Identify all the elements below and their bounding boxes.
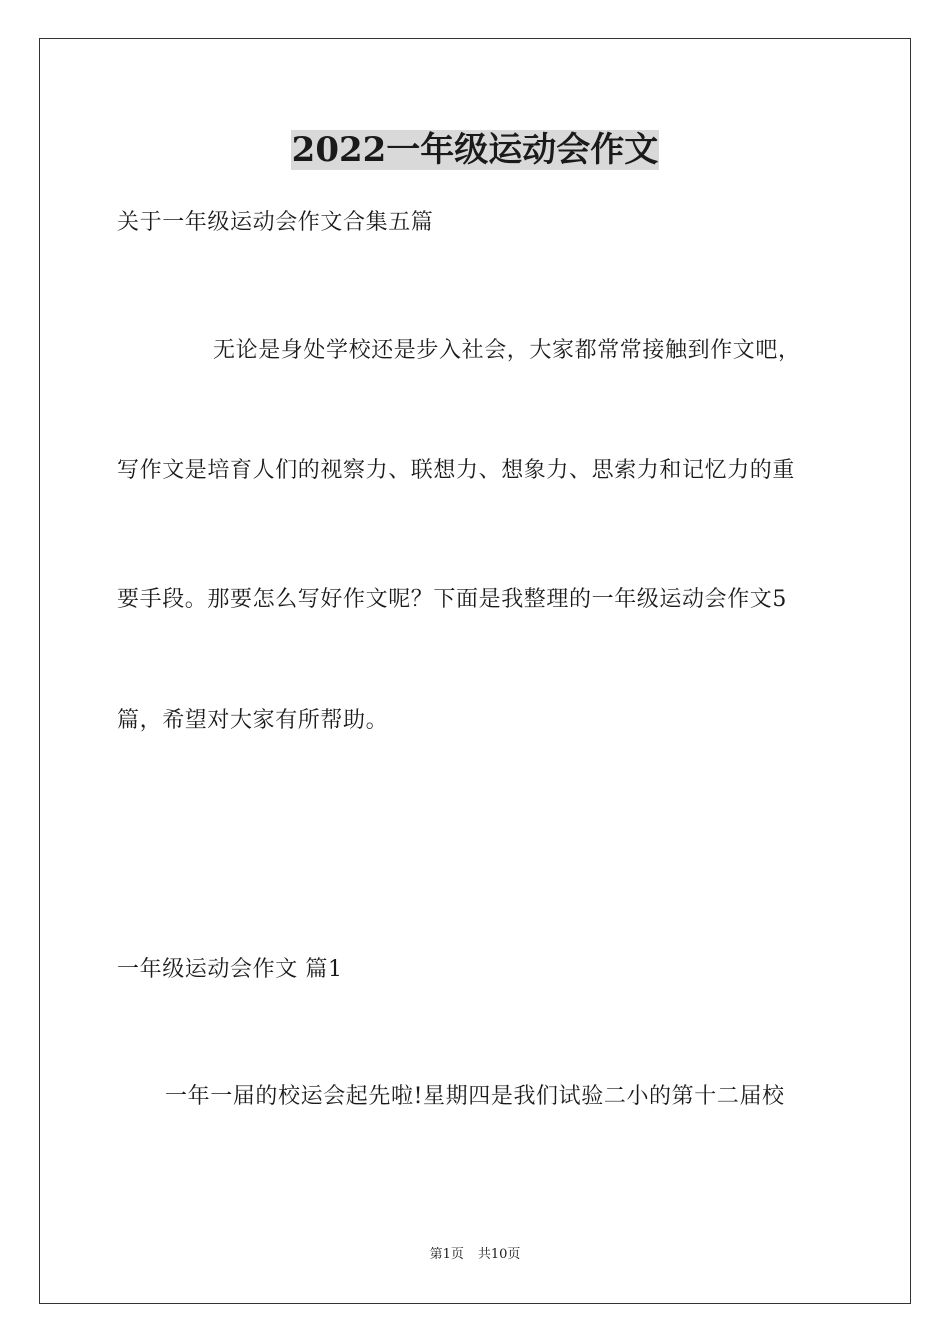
intro-line-2: 写作文是培育人们的视察力、联想力、想象力、思索力和记忆力的重 <box>117 458 796 483</box>
document-subtitle: 关于一年级运动会作文合集五篇 <box>117 210 434 235</box>
page-number-total: 共10页 <box>477 1247 521 1262</box>
document-title-text: 2022一年级运动会作文 <box>291 130 659 170</box>
page-number-current: 第1页 <box>429 1247 464 1262</box>
intro-line-3: 要手段。那要怎么写好作文呢？下面是我整理的一年级运动会作文5 <box>117 587 787 612</box>
page-footer <box>0 1246 950 1264</box>
section-heading: 一年级运动会作文 篇1 <box>117 957 343 982</box>
intro-line-4: 篇，希望对大家有所帮助。 <box>117 708 389 733</box>
section-line-1: 一年一届的校运会起先啦!星期四是我们试验二小的第十二届校 <box>165 1084 785 1109</box>
document-title <box>0 128 950 172</box>
intro-line-1: 无论是身处学校还是步入社会，大家都常常接触到作文吧， <box>213 338 801 363</box>
